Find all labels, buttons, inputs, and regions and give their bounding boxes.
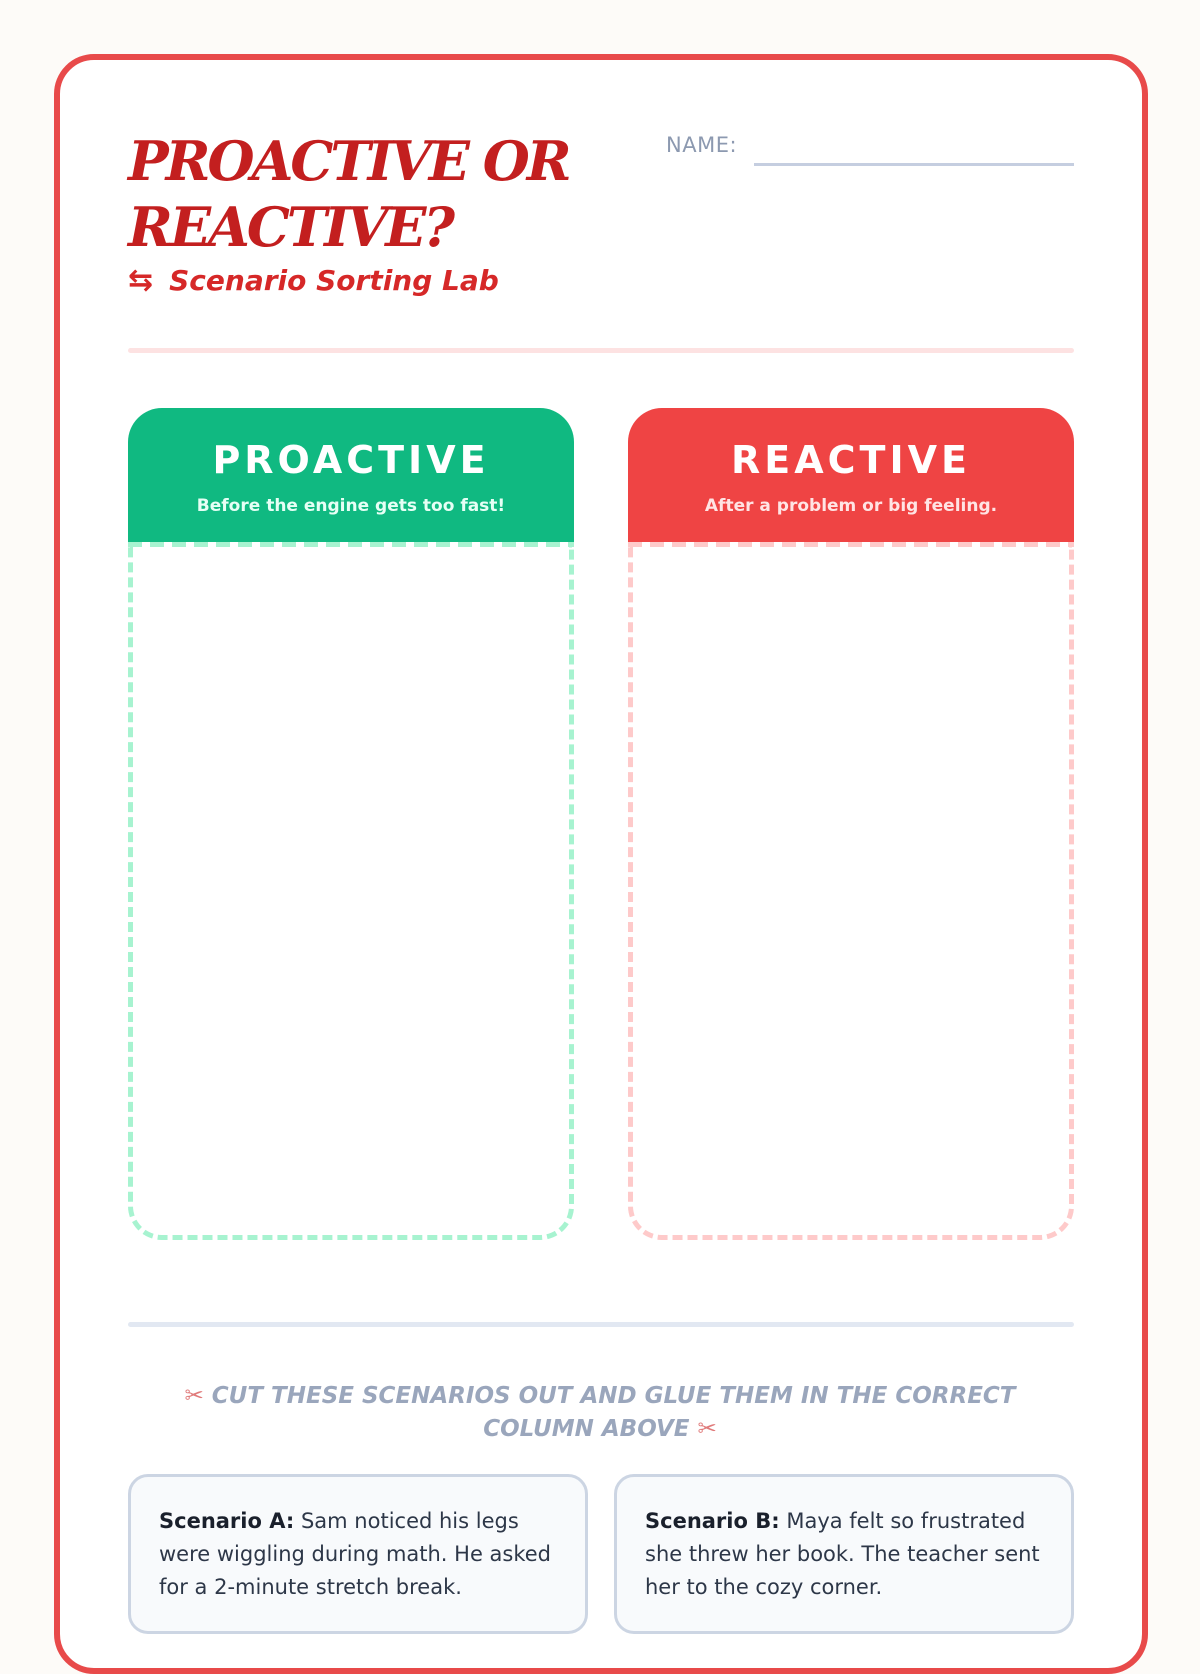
title-line-1: PROACTIVE OR bbox=[128, 129, 569, 193]
page-title bbox=[128, 128, 569, 260]
scissors-icon: ✂ bbox=[697, 1416, 717, 1442]
scenario-label: Scenario A: bbox=[159, 1509, 295, 1533]
name-field[interactable] bbox=[754, 163, 1074, 166]
proactive-drop-zone[interactable] bbox=[128, 542, 574, 1240]
scissors-icon: ✂ bbox=[184, 1383, 204, 1409]
reactive-subtitle: After a problem or big feeling. bbox=[704, 496, 998, 516]
reactive-column-header bbox=[628, 408, 1074, 542]
name-label: NAME: bbox=[666, 133, 738, 157]
cut-divider bbox=[128, 1322, 1074, 1327]
scenario-text: Sam noticed his legs were wiggling during math. He asked for a 2-minute stretch break. bbox=[159, 1509, 552, 1599]
proactive-title: PROACTIVE bbox=[212, 438, 490, 482]
header-divider bbox=[128, 348, 1074, 353]
scenario-label: Scenario B: bbox=[645, 1509, 780, 1533]
proactive-subtitle: Before the engine gets too fast! bbox=[196, 496, 506, 516]
title-line-2: REACTIVE? bbox=[128, 195, 453, 259]
proactive-column-header bbox=[128, 408, 574, 542]
scenario-card-b[interactable] bbox=[614, 1474, 1074, 1634]
reactive-title: REACTIVE bbox=[731, 438, 971, 482]
instructions-text: CUT THESE SCENARIOS OUT AND GLUE THEM IN THE CORRECT COLUMN ABOVE bbox=[211, 1383, 1016, 1442]
page-subtitle bbox=[128, 264, 499, 297]
scenario-text: Maya felt so frustrated she threw her book. The teacher sent her to the cozy corner. bbox=[645, 1509, 1040, 1599]
cut-instructions bbox=[160, 1380, 1040, 1446]
reactive-drop-zone[interactable] bbox=[628, 542, 1074, 1240]
subtitle-text: Scenario Sorting Lab bbox=[169, 264, 499, 297]
scenario-card-a[interactable] bbox=[128, 1474, 588, 1634]
swap-arrows-icon: ⇆ bbox=[128, 262, 154, 298]
